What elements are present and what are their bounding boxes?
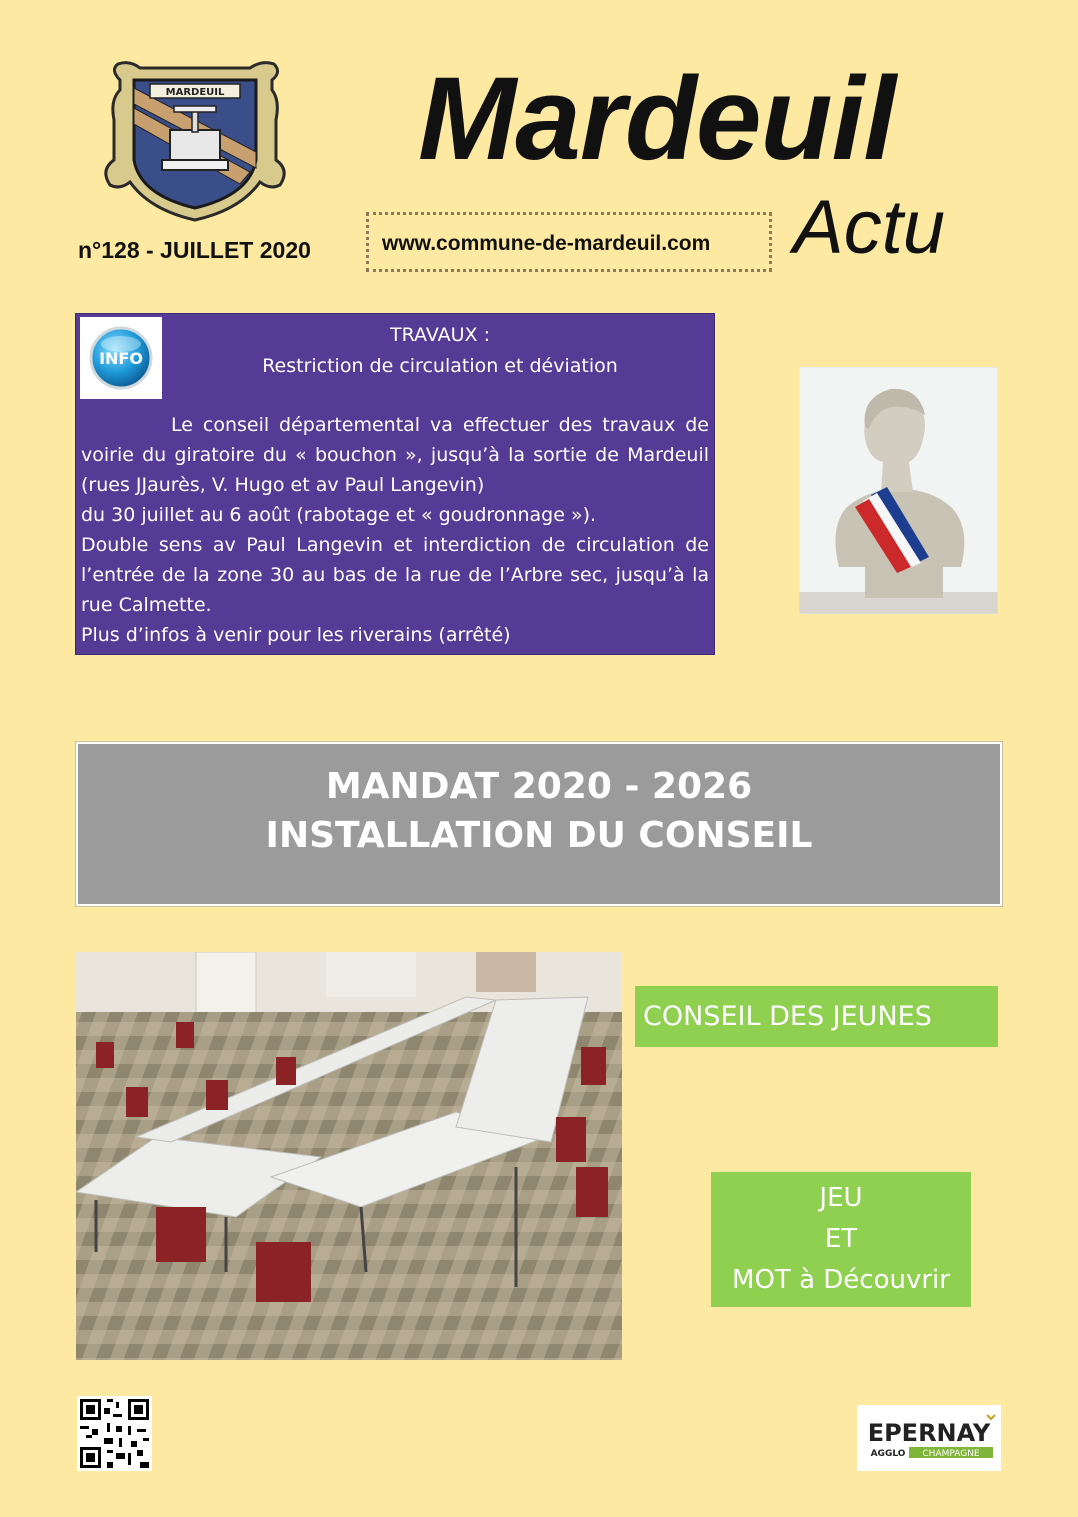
info-icon-frame bbox=[80, 317, 162, 399]
issue-number: n°128 - JUILLET 2020 bbox=[78, 237, 311, 263]
travaux-heading-subtitle: Restriction de circulation et déviation bbox=[262, 355, 618, 377]
epernay-logo-graphic bbox=[857, 1405, 1001, 1471]
svg-text:AGGLO: AGGLO bbox=[870, 1449, 906, 1459]
svg-text:CHAMPAGNE: CHAMPAGNE bbox=[922, 1449, 980, 1459]
jeu-line: ET bbox=[824, 1224, 858, 1254]
info-icon bbox=[80, 317, 162, 399]
mandat-title: MANDAT 2020 - 2026 bbox=[325, 766, 753, 807]
travaux-paragraph: Le conseil départemental va effectuer des travaux de voirie du giratoire du « bouchon », jusqu’à la sortie de Mardeuil (rues JJaurès, V. Hugo et av Paul Langevin) bbox=[81, 414, 709, 496]
travaux-paragraph: Plus d’infos à venir pour les riverains (arrêté) bbox=[81, 624, 511, 646]
travaux-heading-title: TRAVAUX : bbox=[390, 324, 490, 346]
council-room-photo bbox=[76, 952, 622, 1360]
jeu-line: MOT à Découvrir bbox=[732, 1265, 950, 1295]
travaux-paragraph: du 30 juillet au 6 août (rabotage et « goudronnage »). bbox=[81, 504, 597, 526]
qr-code[interactable] bbox=[77, 1396, 152, 1471]
svg-text:INFO: INFO bbox=[99, 349, 143, 368]
marianne-bust-photo bbox=[799, 367, 998, 614]
travaux-paragraph: Double sens av Paul Langevin et interdiction de circulation de l’entrée de la zone 30 au bas de la rue de l’Arbre sec, jusqu’à la rue Calmette. bbox=[81, 534, 709, 616]
conseil-jeunes-section[interactable]: CONSEIL DES JEUNES bbox=[635, 986, 998, 1047]
epernay-agglo-logo[interactable] bbox=[857, 1405, 1001, 1471]
masthead-title: Mardeuil bbox=[418, 53, 896, 185]
travaux-heading bbox=[200, 320, 680, 382]
jeu-line: JEU bbox=[819, 1183, 863, 1213]
website-link[interactable]: www.commune-de-mardeuil.com bbox=[382, 232, 711, 255]
jeu-section[interactable] bbox=[711, 1172, 971, 1307]
masthead-subtitle: Actu bbox=[793, 185, 946, 270]
svg-text:EPERNAY: EPERNAY bbox=[867, 1419, 991, 1447]
travaux-body bbox=[81, 410, 709, 650]
mandat-subtitle: INSTALLATION DU CONSEIL bbox=[265, 815, 813, 856]
mardeuil-crest-logo bbox=[100, 60, 290, 225]
svg-text:MARDEUIL: MARDEUIL bbox=[165, 87, 225, 98]
